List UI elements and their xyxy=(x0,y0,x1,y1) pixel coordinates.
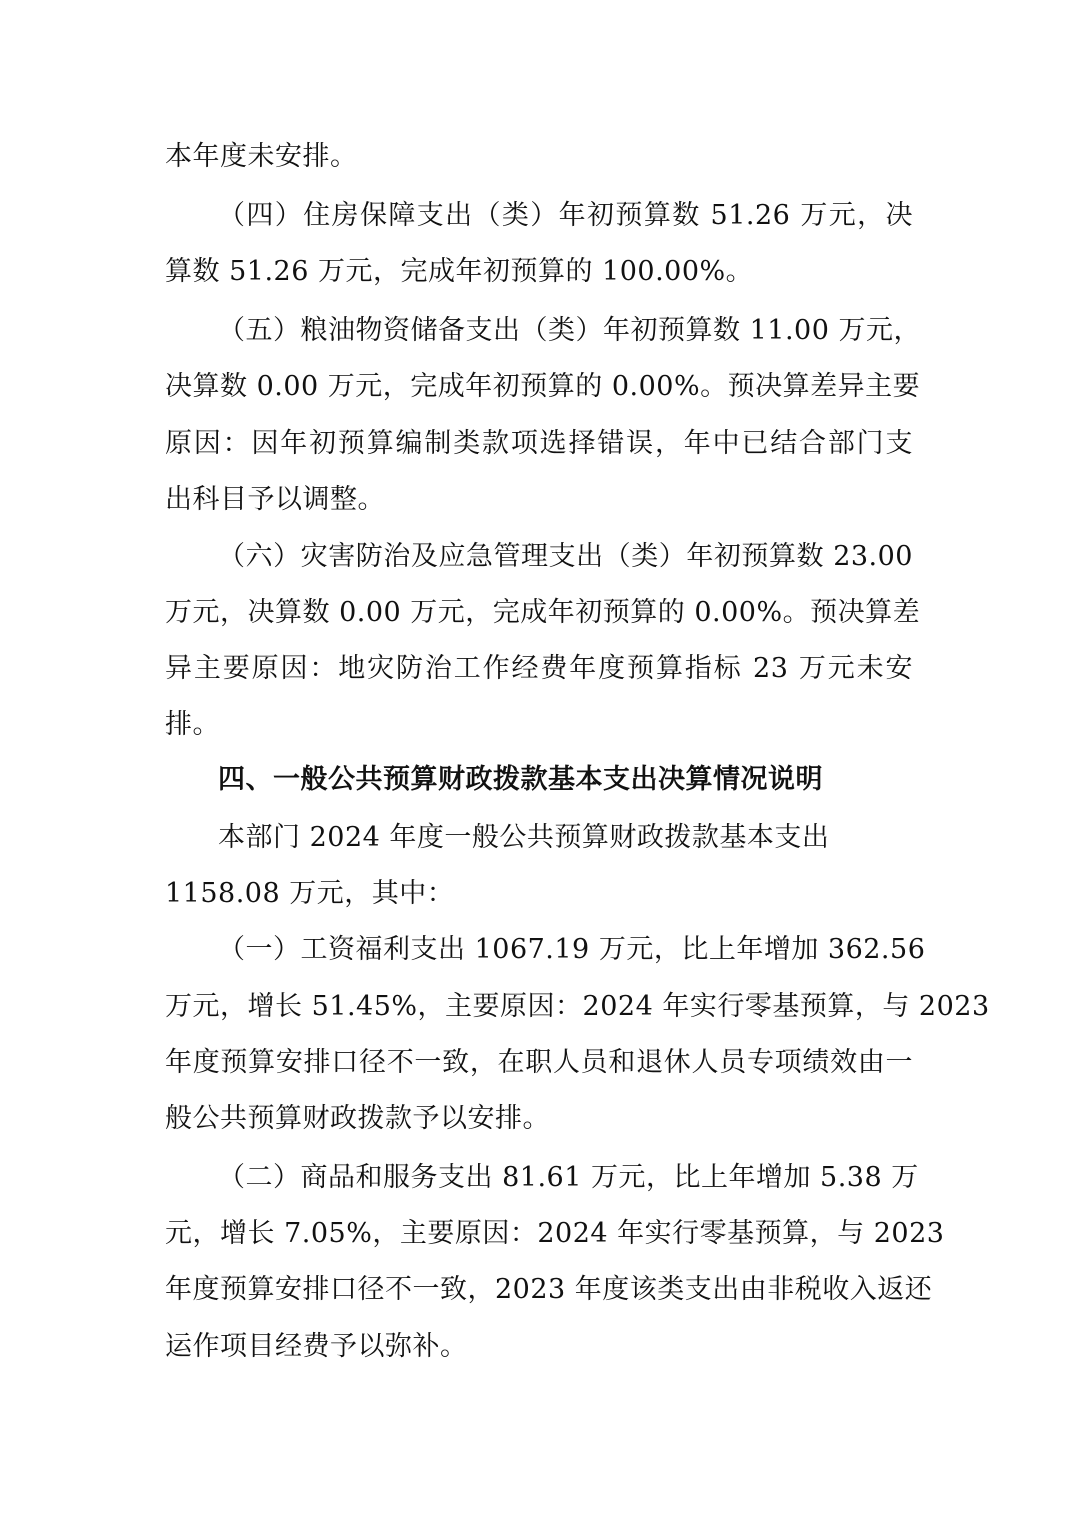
section-heading: 四、一般公共预算财政拨款基本支出决算情况说明 xyxy=(218,764,823,795)
text-line: 原因：因年初预算编制类款项选择错误，年中已结合部门支 xyxy=(165,428,913,459)
text-line: （二）商品和服务支出 81.61 万元，比上年增加 5.38 万 xyxy=(218,1162,919,1193)
text-line: 元，增长 7.05%，主要原因：2024 年实行零基预算，与 2023 xyxy=(165,1218,945,1249)
text-line: 万元，决算数 0.00 万元，完成年初预算的 0.00%。预决算差 xyxy=(165,597,921,628)
text-line: （六）灾害防治及应急管理支出（类）年初预算数 23.00 xyxy=(218,541,913,572)
text-line: 般公共预算财政拨款予以安排。 xyxy=(165,1103,550,1134)
text-line: 出科目予以调整。 xyxy=(165,484,385,515)
text-line: 排。 xyxy=(165,709,220,740)
text-line: 算数 51.26 万元，完成年初预算的 100.00%。 xyxy=(165,256,754,287)
text-line: 运作项目经费予以弥补。 xyxy=(165,1331,468,1362)
text-line: 异主要原因：地灾防治工作经费年度预算指标 23 万元未安 xyxy=(165,653,913,684)
text-line: （四）住房保障支出（类）年初预算数 51.26 万元，决 xyxy=(218,200,913,231)
text-line: 本年度未安排。 xyxy=(165,141,358,172)
text-line: 1158.08 万元，其中： xyxy=(165,878,455,909)
text-line: （一）工资福利支出 1067.19 万元，比上年增加 362.56 xyxy=(218,934,926,965)
text-line: （五）粮油物资储备支出（类）年初预算数 11.00 万元， xyxy=(218,315,921,346)
text-line: 年度预算安排口径不一致，在职人员和退休人员专项绩效由一 xyxy=(165,1047,913,1078)
text-line: 万元，增长 51.45%，主要原因：2024 年实行零基预算，与 2023 xyxy=(165,991,990,1022)
text-line: 决算数 0.00 万元，完成年初预算的 0.00%。预决算差异主要 xyxy=(165,371,921,402)
text-line: 年度预算安排口径不一致，2023 年度该类支出由非税收入返还 xyxy=(165,1274,933,1305)
text-line: 本部门 2024 年度一般公共预算财政拨款基本支出 xyxy=(218,822,830,853)
